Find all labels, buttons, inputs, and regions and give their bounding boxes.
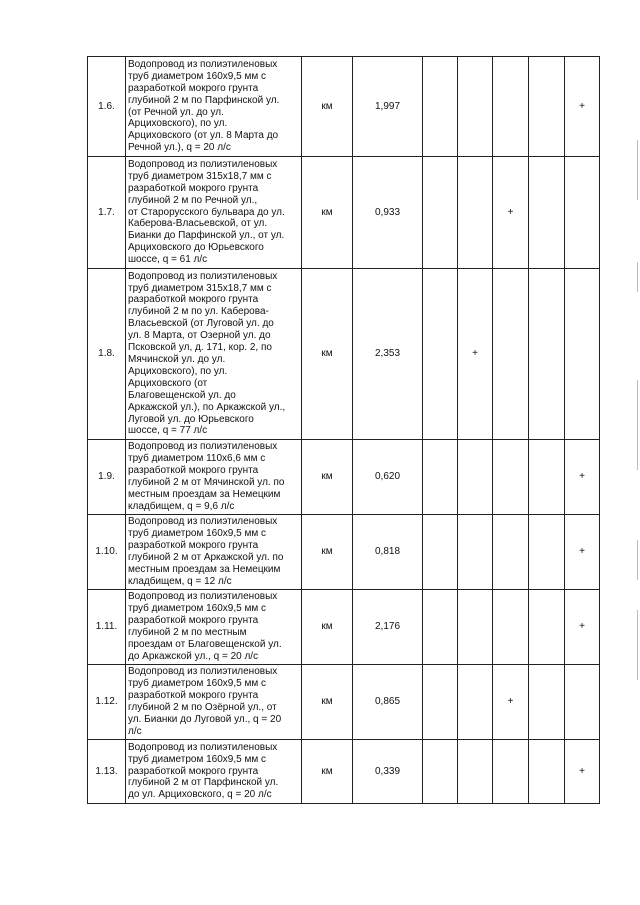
length-value: 0,933 <box>353 157 423 269</box>
row-number: 1.6. <box>88 57 126 157</box>
length-value: 0,865 <box>353 665 423 740</box>
description-line: Водопровод из полиэтиленовых <box>128 591 278 603</box>
year-mark-cell: + <box>493 665 529 740</box>
table-body <box>88 57 600 804</box>
description-line: глубиной 2 м по местным <box>128 627 247 638</box>
row-number: 1.9. <box>88 440 126 515</box>
year-mark-cell <box>565 269 600 440</box>
description-line: Каберова-Власьевской, от ул. <box>128 218 268 230</box>
description-line: ул. Бианки до Луговой ул., q = 20 <box>128 713 282 725</box>
table-row <box>88 269 600 440</box>
year-mark-cell <box>458 515 493 590</box>
year-mark-cell <box>529 157 565 269</box>
description-line: разработкой мокрого грунта <box>128 465 259 477</box>
year-mark-cell <box>529 269 565 440</box>
pipeline-description <box>126 740 302 804</box>
description-line: разработкой мокрого грунта <box>128 82 259 94</box>
year-mark-cell <box>458 440 493 515</box>
scan-edge-mark <box>637 540 638 580</box>
water-pipeline-table <box>87 56 600 804</box>
row-number: 1.12. <box>88 665 126 740</box>
description-line: Мячинской ул. до ул. <box>128 354 226 365</box>
year-mark-cell <box>529 665 565 740</box>
description-line: Псковской ул, д. 171, кор. 2, по <box>128 342 272 354</box>
year-mark-cell <box>529 590 565 665</box>
unit-cell: км <box>302 440 353 515</box>
description-line: Арциховского (от <box>128 377 208 389</box>
description-line: Речной ул.), q = 20 л/с <box>128 142 231 154</box>
year-mark-cell <box>423 665 458 740</box>
year-mark-cell <box>529 440 565 515</box>
table-row <box>88 665 600 740</box>
year-mark-cell <box>529 515 565 590</box>
unit-cell: км <box>302 590 353 665</box>
scan-edge-mark <box>637 140 638 200</box>
description-line: глубиной 2 м по Озёрной ул., от <box>128 702 277 713</box>
description-line: Благовещенской ул. до <box>128 389 236 401</box>
description-line: разработкой мокрого грунта <box>128 294 259 306</box>
year-mark-cell <box>423 57 458 157</box>
description-line: разработкой мокрого грунта <box>128 690 259 702</box>
unit-cell: км <box>302 269 353 440</box>
year-mark-cell <box>458 665 493 740</box>
description-line: до Аркажской ул., q = 20 л/с <box>128 650 259 662</box>
description-line: глубиной 2 м от Мячинской ул. по <box>128 477 285 488</box>
scan-edge-mark <box>637 610 638 680</box>
description-line: от Старорусского бульвара до ул. <box>128 206 285 218</box>
year-mark-cell <box>423 740 458 804</box>
description-line: шоссе, q = 77 л/с <box>128 425 208 437</box>
year-mark-cell <box>493 590 529 665</box>
year-mark-cell <box>423 269 458 440</box>
description-line: кладбищем, q = 9,6 л/с <box>128 500 235 512</box>
description-line: Водопровод из полиэтиленовых <box>128 516 278 528</box>
description-line: Арциховского), по ул. <box>128 118 228 130</box>
pipeline-description <box>126 57 302 157</box>
table-row <box>88 740 600 804</box>
table-row <box>88 57 600 157</box>
description-line: глубиной 2 м по Речной ул., <box>128 194 258 206</box>
scan-edge-mark <box>637 262 638 292</box>
year-mark-cell <box>423 590 458 665</box>
length-value: 0,339 <box>353 740 423 804</box>
description-line: труб диаметром 110х6,6 мм с <box>128 453 266 465</box>
length-value: 2,176 <box>353 590 423 665</box>
description-line: труб диаметром 315х18,7 мм с <box>128 170 272 182</box>
description-line: Бианки до Парфинской ул., от ул. <box>128 230 285 242</box>
description-line: глубиной 2 м по Парфинской ул. <box>128 94 280 106</box>
description-line: Аркажской ул.), по Аркажской ул., <box>128 401 286 413</box>
description-line: л/с <box>128 725 142 737</box>
year-mark-cell <box>493 740 529 804</box>
year-mark-cell: + <box>493 157 529 269</box>
description-line: разработкой мокрого грунта <box>128 540 259 552</box>
year-mark-cell <box>565 665 600 740</box>
description-line: Водопровод из полиэтиленовых <box>128 58 278 70</box>
pipeline-description <box>126 665 302 740</box>
row-number: 1.8. <box>88 269 126 440</box>
description-line: Арциховского до Юрьевского <box>128 242 264 254</box>
description-line: Водопровод из полиэтиленовых <box>128 270 278 282</box>
year-mark-cell: + <box>565 57 600 157</box>
unit-cell: км <box>302 515 353 590</box>
description-line: глубиной 2 м от Парфинской ул. <box>128 777 279 789</box>
year-mark-cell: + <box>565 590 600 665</box>
description-line: местным проездам за Немецким <box>128 488 281 500</box>
description-line: проездам от Благовещенской ул. <box>128 638 282 650</box>
year-mark-cell <box>493 269 529 440</box>
description-line: разработкой мокрого грунта <box>128 765 259 777</box>
description-line: до ул. Арциховского, q = 20 л/с <box>128 789 272 801</box>
length-value: 0,620 <box>353 440 423 515</box>
description-line: разработкой мокрого грунта <box>128 182 259 194</box>
length-value: 1,997 <box>353 57 423 157</box>
description-line: труб диаметром 160х9,5 мм с <box>128 70 266 82</box>
description-line: Водопровод из полиэтиленовых <box>128 158 278 170</box>
description-line: Водопровод из полиэтиленовых <box>128 741 278 753</box>
length-value: 2,353 <box>353 269 423 440</box>
scan-edge-mark <box>637 380 638 470</box>
pipeline-description <box>126 440 302 515</box>
description-line: шоссе, q = 61 л/с <box>128 254 208 266</box>
unit-cell: км <box>302 665 353 740</box>
year-mark-cell <box>458 157 493 269</box>
description-line: глубиной 2 м по ул. Каберова- <box>128 306 269 318</box>
row-number: 1.10. <box>88 515 126 590</box>
unit-cell: км <box>302 157 353 269</box>
row-number: 1.13. <box>88 740 126 804</box>
table-row <box>88 157 600 269</box>
year-mark-cell <box>529 57 565 157</box>
row-number: 1.7. <box>88 157 126 269</box>
year-mark-cell <box>423 157 458 269</box>
description-line: Арциховского (от ул. 8 Марта до <box>128 130 279 142</box>
description-line: Власьевской (от Луговой ул. до <box>128 318 274 330</box>
description-line: (от Речной ул. до ул. <box>128 106 224 118</box>
description-line: Луговой ул. до Юрьевского <box>128 413 254 425</box>
description-line: глубиной 2 м от Аркажской ул. по <box>128 552 284 563</box>
unit-cell: км <box>302 740 353 804</box>
year-mark-cell <box>565 157 600 269</box>
description-line: труб диаметром 160х9,5 мм с <box>128 603 266 615</box>
pipeline-description <box>126 515 302 590</box>
row-number: 1.11. <box>88 590 126 665</box>
year-mark-cell <box>493 57 529 157</box>
description-line: ул. 8 Марта, от Озерной ул. до <box>128 330 271 342</box>
description-line: Водопровод из полиэтиленовых <box>128 666 278 678</box>
description-line: труб диаметром 315х18,7 мм с <box>128 282 272 294</box>
year-mark-cell <box>458 740 493 804</box>
table-row <box>88 440 600 515</box>
year-mark-cell: + <box>565 440 600 515</box>
year-mark-cell <box>423 440 458 515</box>
pipeline-description <box>126 269 302 440</box>
description-line: труб диаметром 160х9,5 мм с <box>128 753 266 765</box>
description-line: Арциховского), по ул. <box>128 365 228 377</box>
description-line: разработкой мокрого грунта <box>128 615 259 627</box>
year-mark-cell <box>458 590 493 665</box>
description-line: труб диаметром 160х9,5 мм с <box>128 678 266 690</box>
year-mark-cell: + <box>565 740 600 804</box>
description-line: кладбищем, q = 12 л/с <box>128 575 232 587</box>
year-mark-cell <box>493 515 529 590</box>
year-mark-cell <box>493 440 529 515</box>
year-mark-cell <box>423 515 458 590</box>
year-mark-cell <box>458 57 493 157</box>
year-mark-cell: + <box>458 269 493 440</box>
description-line: труб диаметром 160х9,5 мм с <box>128 528 266 540</box>
pipeline-description <box>126 157 302 269</box>
unit-cell: км <box>302 57 353 157</box>
year-mark-cell: + <box>565 515 600 590</box>
table-row <box>88 590 600 665</box>
pipeline-description <box>126 590 302 665</box>
length-value: 0,818 <box>353 515 423 590</box>
table-row <box>88 515 600 590</box>
description-line: местным проездам за Немецким <box>128 563 281 575</box>
description-line: Водопровод из полиэтиленовых <box>128 441 278 453</box>
year-mark-cell <box>529 740 565 804</box>
